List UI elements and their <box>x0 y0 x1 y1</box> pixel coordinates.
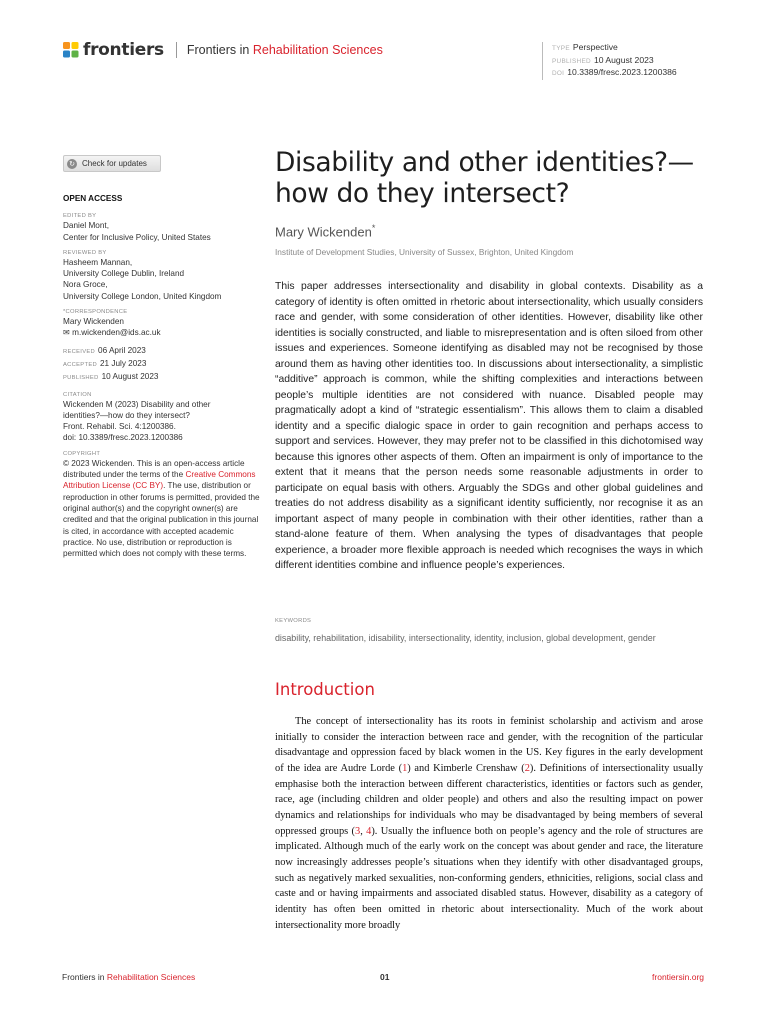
keywords: disability, rehabilitation, idisability, intersectionality, identity, inclusion, global development, gender <box>275 633 656 643</box>
correspondence-label: *CORRESPONDENCE <box>63 309 128 316</box>
introduction-body <box>275 714 703 933</box>
frontiers-logo-icon <box>62 41 80 59</box>
body-text: ). Definitions of intersectionality usually emphasise both the interaction between different characteristics, identities or factors such as gender, race, age (including children and older people) and others and also the resulting impact on power dynamics and relationships for individuals who may be disadvantaged by being members of several oppressed groups ( <box>275 762 704 837</box>
article-title: Disability and other identities?—how do they intersect? <box>275 147 694 209</box>
reviewer-line: Hasheem Mannan, <box>63 257 133 267</box>
email-address[interactable]: m.wickenden@ids.ac.uk <box>72 328 161 338</box>
correspondence-name: Mary Wickenden <box>63 317 124 327</box>
keywords-label: KEYWORDS <box>275 618 312 624</box>
doi-value[interactable]: 10.3389/fresc.2023.1200386 <box>567 67 677 77</box>
citation-label: CITATION <box>63 391 92 398</box>
check-updates-label: Check for updates <box>82 159 147 168</box>
check-updates-button[interactable] <box>63 155 161 172</box>
sidebar-published-value: 10 August 2023 <box>101 372 159 382</box>
reviewer-line: Nora Groce, <box>63 280 108 290</box>
accepted-value: 21 July 2023 <box>99 358 147 368</box>
footer-journal[interactable] <box>62 972 195 982</box>
editor-line: Daniel Mont, <box>63 221 109 231</box>
citation-ref[interactable]: 1 <box>402 762 408 774</box>
citation-line: doi: 10.3389/fresc.2023.1200386 <box>63 433 183 443</box>
citation-ref[interactable]: 2 <box>524 762 530 774</box>
brand-name: frontiers <box>83 40 164 60</box>
license-link[interactable]: Creative Commons Attribution License (CC BY) <box>63 470 256 491</box>
abstract: This paper addresses intersectionality and disability in global contexts. Disability as a category of identity is often omitted in rhetoric about intersectionality, which usually considers race and gender, with some consideration of other identities. However, disability like other identities is socially constructed, and liable to misrepresentation and is often siloed from other issues and experiences. Someone identifying as disabled may not be recognised by those around them as having other identities too. In discussions about intersectionality, a simplistic “additive” approach is common, while the shifting complexities and interactions between people’s multiple identities are not considered with nuance. Disabled people may pragmatically adopt a kind of “strategic essentialism”. This allows them to claim a disabled identity and a specific dialogic space in order to gain recognition and perhaps access to support and services. However, they may prefer not to be classified in this dichotomised way because this ignores other aspects of them. Often an impairment is only of importance to the extent that it means that the person needs some reasonable adjustments in order to participate on equal basis with others. Arguably the SDGs and other global guidelines and treaties do not address disability as a significant identity sufficiently, nor recognise it as an important aspect of many people in combination with their other identities, rather than a stand-alone feature of them. When analysing the types of disadvantages that people experience, a broader more flexible approach is needed which recognises the ways in which different identities combine and influence people’s experiences. <box>275 281 703 571</box>
copyright-post: . The use, distribution or reproduction in other forums is permitted, provided the original author(s) and the copyright owner(s) are credited and that the original publication in this journal is cited, in accordance with accepted academic practice. No use, distribution or reproduction is permitted which does not comply with these terms. <box>63 481 260 559</box>
correspondence-email[interactable] <box>63 327 263 338</box>
reviewer-line: University College London, United Kingdom <box>63 291 222 301</box>
journal-prefix: Frontiers in <box>186 43 250 57</box>
received-label: RECEIVED <box>63 348 96 355</box>
body-text: The concept of intersectionality has its roots in feminist scholarship and activism and arose initially to consider the interaction between race and gender, with the recognition of the particular disadvantage and oppression faced by black women in the US. Key figures in the early development of the idea are Audre Lorde ( <box>275 716 703 774</box>
refresh-icon: ↻ <box>67 159 77 169</box>
copyright-label: COPYRIGHT <box>63 450 101 457</box>
footer-journal-prefix: Frontiers in <box>62 972 105 982</box>
affiliation: Institute of Development Studies, University of Sussex, Brighton, United Kingdom <box>275 247 574 257</box>
published-label: PUBLISHED <box>552 57 591 65</box>
ref-separator: , <box>360 825 367 837</box>
copyright-pre: © 2023 Wickenden. This is an open-access article distributed under the terms of the <box>63 458 245 480</box>
body-text: ) and Kimberle Crenshaw ( <box>407 762 525 774</box>
received-value: 06 April 2023 <box>98 345 146 355</box>
edited-by-label: EDITED BY <box>63 213 97 220</box>
body-text: ). Usually the influence both on people’s agency and the role of structures are implicated. Although much of the early work on the concept was about gender and race, the literature now increasingly addresses people’s situations when they identify with other disadvantaged groups, such as negatively marked sexualities, non-conforming genders, ethnicities, religions, social class and caste and or having impairments and associated disabled status. However, disability as a category of identity has often been omitted in rhetoric about intersectionality. Much of the work about intersectionality more broadly <box>275 825 704 931</box>
open-access-label: OPEN ACCESS <box>63 194 123 203</box>
site-link[interactable]: frontiersin.org <box>652 972 704 982</box>
type-value: Perspective <box>572 42 618 52</box>
email-icon: ✉ <box>63 328 73 338</box>
article-meta <box>542 42 677 80</box>
copyright-text <box>63 458 263 560</box>
type-label: TYPE <box>552 45 570 52</box>
page-number: 01 <box>380 972 390 982</box>
citation-line: identities?—how do they intersect? <box>63 410 190 420</box>
reviewed-by-label: REVIEWED BY <box>63 249 107 256</box>
frontiers-logo[interactable] <box>62 40 383 60</box>
introduction-heading: Introduction <box>275 680 375 699</box>
sidebar-published-label: PUBLISHED <box>63 375 99 382</box>
editor-line: Center for Inclusive Policy, United States <box>63 232 211 242</box>
accepted-label: ACCEPTED <box>63 361 97 368</box>
citation-ref[interactable]: 4 <box>366 825 372 837</box>
dates-block <box>63 345 263 385</box>
published-value: 10 August 2023 <box>593 54 654 65</box>
citation-line: Front. Rehabil. Sci. 4:1200386. <box>63 422 176 432</box>
author-name[interactable] <box>275 223 375 239</box>
doi-label: DOI <box>552 70 565 77</box>
reviewer-line: University College Dublin, Ireland <box>63 269 185 279</box>
citation-line: Wickenden M (2023) Disability and other <box>63 399 211 409</box>
footer-journal-name: Rehabilitation Sciences <box>106 972 196 982</box>
author-mark: * <box>371 223 376 233</box>
journal-name[interactable] <box>187 43 383 57</box>
article-sidebar <box>63 193 263 559</box>
citation-ref[interactable]: 3 <box>354 825 361 837</box>
journal-title: Rehabilitation Sciences <box>252 43 383 57</box>
header-divider <box>176 42 177 58</box>
author-text: Mary Wickenden <box>275 224 372 240</box>
